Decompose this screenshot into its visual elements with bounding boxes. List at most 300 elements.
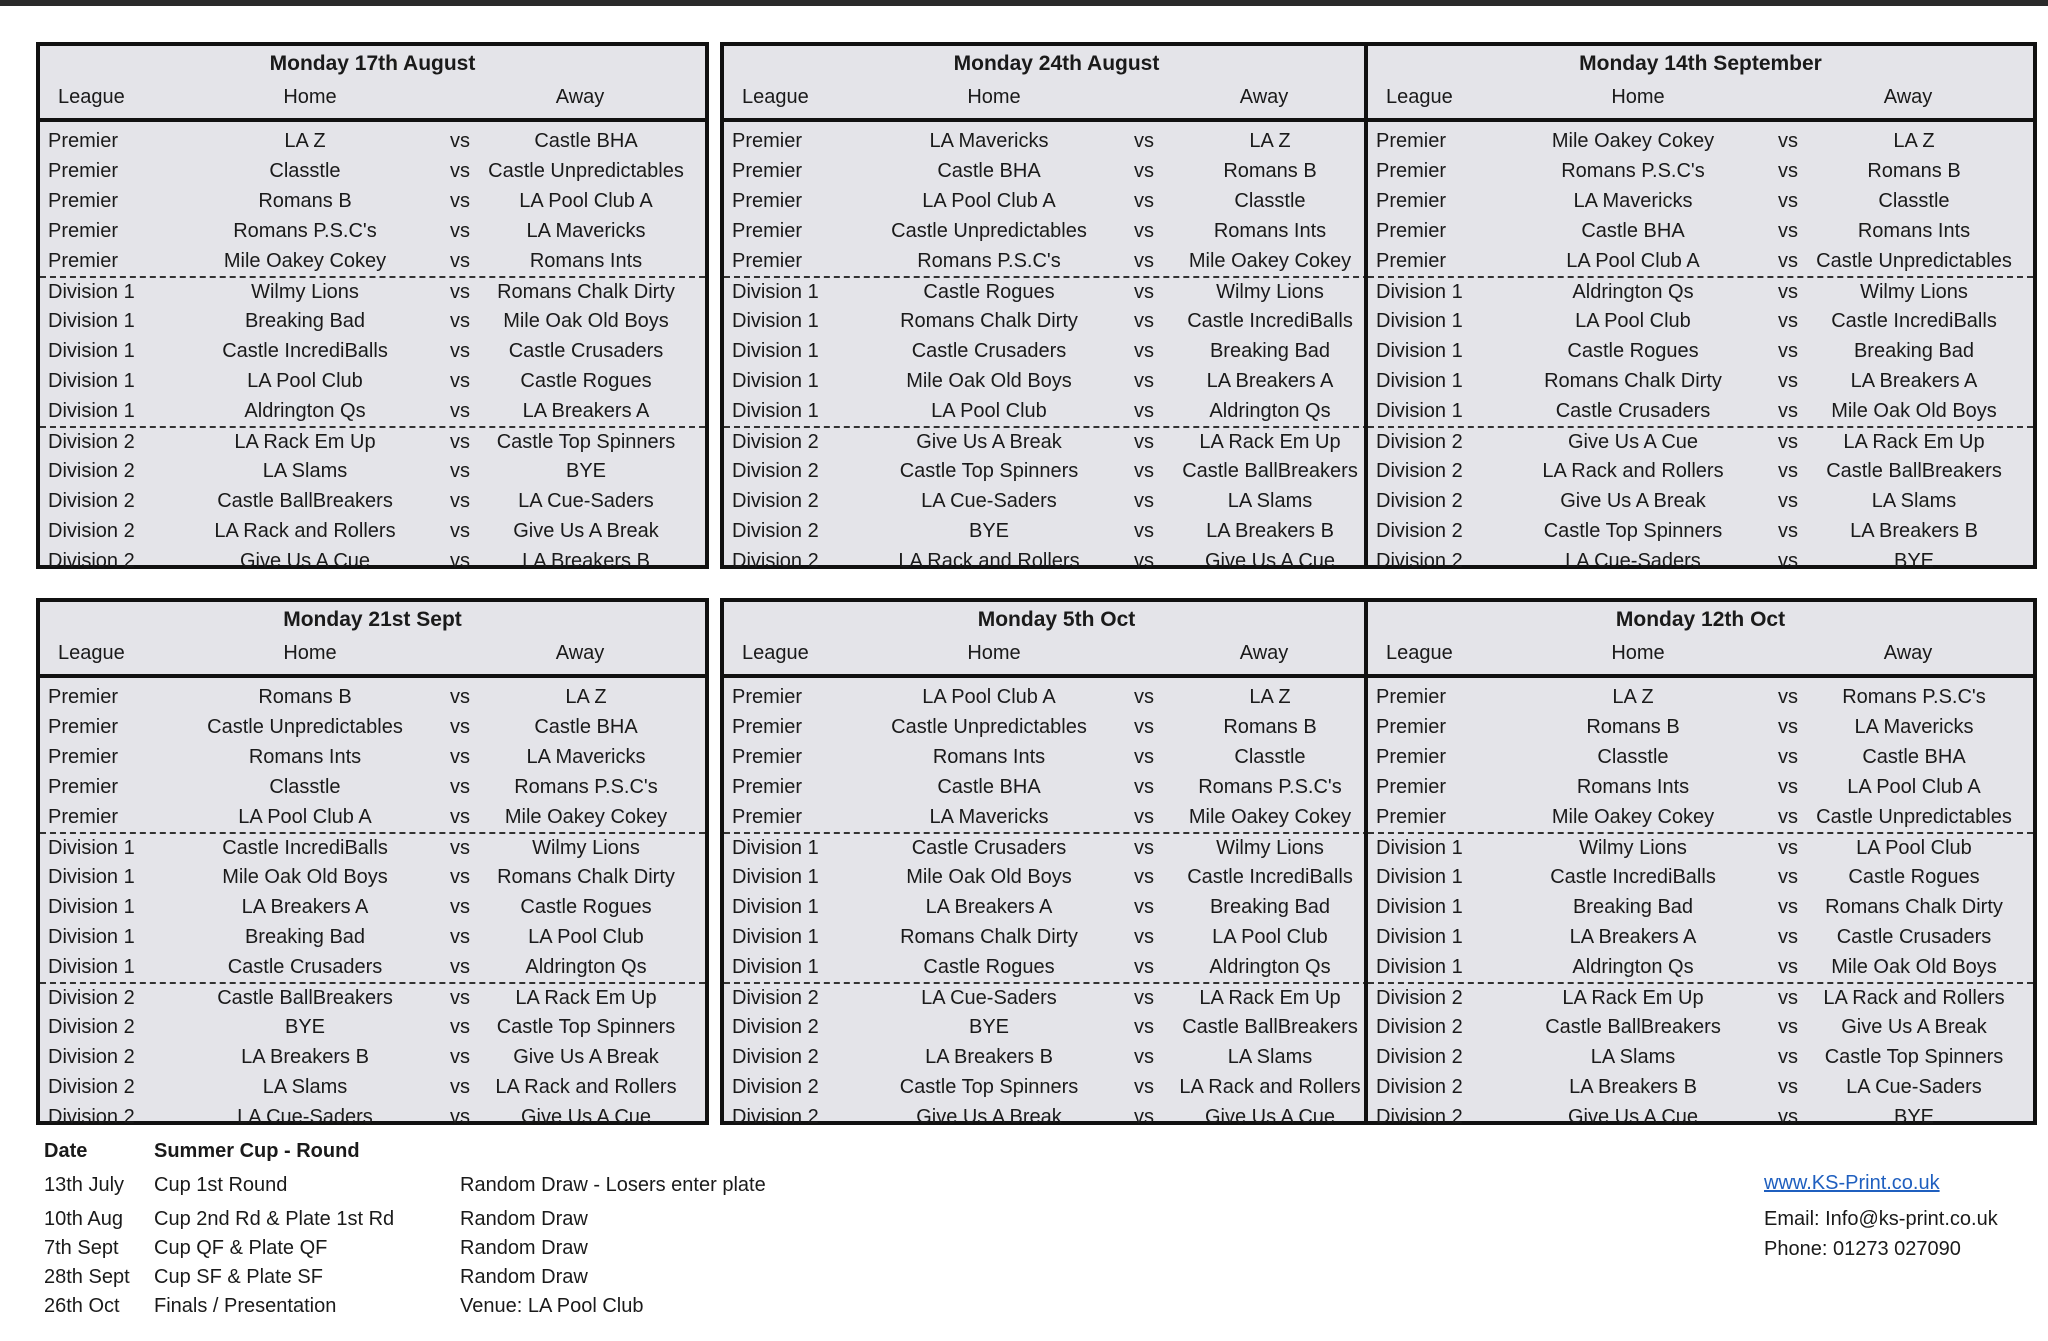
fixture-row <box>1368 1102 2033 1132</box>
fixture-date: Monday 5th Oct <box>977 608 1136 631</box>
fixture-home-team: Classtle <box>269 776 341 798</box>
cup-round: Cup SF & Plate SF <box>154 1266 323 1288</box>
fixture-away-team: LA Rack Em Up <box>1199 987 1341 1009</box>
fixture-box-header <box>40 602 705 678</box>
fixture-league: Premier <box>48 190 119 212</box>
fixture-home-team: Romans Chalk Dirty <box>900 310 1078 332</box>
fixture-row <box>1368 772 2033 802</box>
fixture-league: Division 1 <box>1376 310 1463 332</box>
fixture-vs: vs <box>1134 400 1154 422</box>
fixture-league: Division 1 <box>1376 926 1463 948</box>
fixture-row <box>40 1072 705 1102</box>
fixture-row <box>40 1042 705 1072</box>
fixture-home-team: BYE <box>968 1016 1010 1038</box>
fixture-home-team: Castle Top Spinners <box>899 460 1079 482</box>
fixture-home-team: LA Mavericks <box>929 806 1049 828</box>
fixture-home-team: Give Us A Break <box>916 431 1062 453</box>
fixture-home-team: Mile Oakey Cokey <box>1551 806 1715 828</box>
fixture-league: Division 2 <box>48 520 135 542</box>
fixture-league: Division 2 <box>732 1076 819 1098</box>
fixture-vs: vs <box>1134 250 1154 272</box>
fixture-vs: vs <box>1778 1016 1798 1038</box>
fixture-home-team: Aldrington Qs <box>1572 956 1694 978</box>
fixture-row <box>724 1072 1389 1102</box>
column-header-home: Home <box>1611 642 1665 664</box>
fixture-home-team: Mile Oak Old Boys <box>906 866 1072 888</box>
fixture-row <box>724 742 1389 772</box>
fixture-home-team: LA Breakers A <box>241 896 369 918</box>
fixture-away-team: Castle Unpredictables <box>488 160 684 182</box>
fixture-away-team: Castle BallBreakers <box>1182 1016 1358 1038</box>
fixture-home-team: Romans Ints <box>932 746 1046 768</box>
fixture-league: Division 1 <box>732 896 819 918</box>
fixture-away-team: Castle BHA <box>534 130 638 152</box>
fixture-vs: vs <box>450 520 470 542</box>
fixture-vs: vs <box>1134 926 1154 948</box>
fixture-box <box>720 42 1393 572</box>
fixture-away-team: Mile Oak Old Boys <box>503 310 669 332</box>
fixture-vs: vs <box>450 250 470 272</box>
fixture-vs: vs <box>450 1106 470 1128</box>
fixture-away-team: BYE <box>1893 550 1935 572</box>
fixture-league: Division 1 <box>1376 956 1463 978</box>
fixture-away-team: LA Rack Em Up <box>515 987 657 1009</box>
fixture-away-team: Romans Chalk Dirty <box>497 866 675 888</box>
fixture-home-team: Give Us A Cue <box>239 550 371 572</box>
fixture-rows <box>40 122 705 576</box>
column-header-home: Home <box>283 642 337 664</box>
fixture-vs: vs <box>1778 956 1798 978</box>
cup-draw: Random Draw <box>460 1208 588 1230</box>
fixture-home-team: Mile Oakey Cokey <box>223 250 387 272</box>
fixture-home-team: Castle Rogues <box>923 281 1055 303</box>
column-header-away: Away <box>1239 86 1289 108</box>
fixture-home-team: Castle Unpredictables <box>891 716 1087 738</box>
column-header-league: League <box>1386 642 1453 664</box>
fixture-home-team: LA Cue-Saders <box>237 1106 373 1128</box>
fixture-home-team: Castle Unpredictables <box>207 716 403 738</box>
fixture-league: Division 1 <box>48 310 135 332</box>
fixture-row <box>1368 952 2033 982</box>
fixture-away-team: Romans Ints <box>1213 220 1327 242</box>
fixture-away-team: Mile Oak Old Boys <box>1831 400 1997 422</box>
fixture-away-team: LA Z <box>1249 130 1291 152</box>
fixture-away-team: Wilmy Lions <box>1216 281 1324 303</box>
fixture-row <box>1368 712 2033 742</box>
fixture-row <box>40 456 705 486</box>
fixture-row <box>724 982 1389 1012</box>
fixture-vs: vs <box>1778 520 1798 542</box>
fixture-league: Division 1 <box>48 926 135 948</box>
fixture-home-team: Classtle <box>269 160 341 182</box>
fixture-vs: vs <box>1778 550 1798 572</box>
fixture-away-team: LA Breakers A <box>1850 370 1978 392</box>
fixture-away-team: Castle Top Spinners <box>1824 1046 2004 1068</box>
fixture-away-team: LA Rack and Rollers <box>1823 987 2005 1009</box>
fixture-rows <box>724 122 1389 576</box>
fixture-league: Division 1 <box>732 400 819 422</box>
fixture-away-team: LA Z <box>1249 686 1291 708</box>
fixture-away-team: LA Breakers B <box>1850 520 1978 542</box>
fixture-box <box>36 42 709 572</box>
fixture-away-team: LA Mavericks <box>526 220 646 242</box>
fixture-away-team: LA Z <box>565 686 607 708</box>
fixture-away-team: LA Z <box>1893 130 1935 152</box>
fixture-league: Premier <box>732 686 803 708</box>
fixture-vs: vs <box>1778 400 1798 422</box>
fixture-vs: vs <box>1134 130 1154 152</box>
fixture-home-team: Romans P.S.C's <box>917 250 1061 272</box>
fixture-away-team: Romans Chalk Dirty <box>1825 896 2003 918</box>
fixture-league: Division 1 <box>1376 837 1463 859</box>
fixture-vs: vs <box>450 866 470 888</box>
fixture-vs: vs <box>1778 190 1798 212</box>
fixture-row <box>1368 426 2033 456</box>
fixture-home-team: Classtle <box>1597 746 1669 768</box>
fixture-home-team: Castle Rogues <box>923 956 1055 978</box>
fixture-home-team: LA Slams <box>262 1076 348 1098</box>
column-header-away: Away <box>1239 642 1289 664</box>
fixture-row <box>724 832 1389 862</box>
fixture-league: Division 2 <box>732 490 819 512</box>
fixture-row <box>724 306 1389 336</box>
fixture-vs: vs <box>1778 490 1798 512</box>
fixture-row <box>724 892 1389 922</box>
column-header-home: Home <box>1611 86 1665 108</box>
fixture-away-team: Mile Oakey Cokey <box>1188 806 1352 828</box>
fixture-vs: vs <box>450 716 470 738</box>
fixture-away-team: Castle Rogues <box>1848 866 1980 888</box>
cup-draw: Venue: LA Pool Club <box>460 1295 644 1317</box>
fixture-league: Premier <box>1376 250 1447 272</box>
fixture-vs: vs <box>1778 1076 1798 1098</box>
fixture-home-team: LA Cue-Saders <box>921 490 1057 512</box>
fixture-vs: vs <box>1134 1046 1154 1068</box>
fixture-home-team: Mile Oak Old Boys <box>222 866 388 888</box>
fixture-row <box>724 712 1389 742</box>
fixture-row <box>724 426 1389 456</box>
fixture-league: Division 2 <box>48 490 135 512</box>
column-header-league: League <box>742 86 809 108</box>
fixture-row <box>1368 892 2033 922</box>
fixture-row <box>724 1012 1389 1042</box>
fixture-box-header <box>1368 46 2033 122</box>
fixture-league: Division 1 <box>732 340 819 362</box>
fixture-league: Division 1 <box>48 956 135 978</box>
fixture-league: Division 2 <box>1376 431 1463 453</box>
fixture-row <box>40 366 705 396</box>
fixture-away-team: LA Pool Club <box>1212 926 1328 948</box>
fixture-row <box>40 712 705 742</box>
fixture-away-team: Romans Ints <box>1857 220 1971 242</box>
fixture-league: Premier <box>732 190 803 212</box>
fixture-home-team: Romans Chalk Dirty <box>1544 370 1722 392</box>
fixture-away-team: Castle BallBreakers <box>1826 460 2002 482</box>
fixture-away-team: Wilmy Lions <box>1216 837 1324 859</box>
fixture-league: Division 2 <box>1376 1106 1463 1128</box>
fixture-home-team: Castle Crusaders <box>911 837 1067 859</box>
fixture-vs: vs <box>450 400 470 422</box>
fixture-row <box>40 336 705 366</box>
fixture-league: Division 2 <box>1376 550 1463 572</box>
fixture-home-team: LA Mavericks <box>1573 190 1693 212</box>
fixture-row <box>724 862 1389 892</box>
cup-draw: Random Draw <box>460 1266 588 1288</box>
fixture-league: Division 2 <box>1376 460 1463 482</box>
fixture-row <box>40 546 705 576</box>
fixture-home-team: LA Pool Club A <box>922 190 1056 212</box>
cup-date: 10th Aug <box>44 1208 123 1230</box>
fixture-home-team: Romans Chalk Dirty <box>900 926 1078 948</box>
fixture-home-team: Castle Crusaders <box>227 956 383 978</box>
fixture-row <box>1368 832 2033 862</box>
fixture-league: Division 1 <box>48 340 135 362</box>
cup-round: Cup QF & Plate QF <box>154 1237 328 1259</box>
fixture-home-team: Give Us A Break <box>916 1106 1062 1128</box>
fixture-league: Premier <box>48 250 119 272</box>
fixture-league: Division 2 <box>732 460 819 482</box>
fixture-box-header <box>724 46 1389 122</box>
fixture-row <box>1368 396 2033 426</box>
column-header-away: Away <box>1883 642 1933 664</box>
fixture-row <box>40 246 705 276</box>
fixture-date: Monday 24th August <box>953 52 1160 75</box>
fixture-row <box>40 952 705 982</box>
fixture-away-team: LA Slams <box>1871 490 1957 512</box>
fixture-home-team: LA Breakers B <box>241 1046 369 1068</box>
fixture-away-team: Romans B <box>1867 160 1961 182</box>
fixture-league: Division 1 <box>1376 281 1463 303</box>
fixture-away-team: Give Us A Cue <box>1204 1106 1336 1128</box>
fixture-vs: vs <box>1134 220 1154 242</box>
fixture-home-team: Castle Crusaders <box>1555 400 1711 422</box>
fixture-row <box>40 862 705 892</box>
fixture-date: Monday 14th September <box>1579 52 1822 75</box>
fixture-home-team: Breaking Bad <box>1572 896 1694 918</box>
fixture-row <box>40 922 705 952</box>
fixture-vs: vs <box>1134 431 1154 453</box>
fixture-vs: vs <box>1134 460 1154 482</box>
fixture-away-team: LA Pool Club A <box>1847 776 1981 798</box>
fixture-league: Division 1 <box>1376 340 1463 362</box>
fixture-vs: vs <box>450 776 470 798</box>
fixture-row <box>724 126 1389 156</box>
fixture-away-team: Castle BHA <box>1862 746 1966 768</box>
fixture-away-team: LA Pool Club <box>1856 837 1972 859</box>
fixture-row <box>1368 1012 2033 1042</box>
fixture-vs: vs <box>1134 520 1154 542</box>
fixture-league: Division 1 <box>732 370 819 392</box>
fixture-away-team: Castle Crusaders <box>1836 926 1992 948</box>
fixture-away-team: Castle Crusaders <box>508 340 664 362</box>
fixture-league: Division 2 <box>732 1046 819 1068</box>
fixture-league: Division 2 <box>48 431 135 453</box>
fixture-league: Premier <box>1376 806 1447 828</box>
fixture-home-team: Romans P.S.C's <box>1561 160 1705 182</box>
fixture-vs: vs <box>1778 1046 1798 1068</box>
fixture-box-header <box>724 602 1389 678</box>
fixture-league: Division 2 <box>732 987 819 1009</box>
fixture-away-team: Castle IncrediBalls <box>1831 310 1997 332</box>
fixture-away-team: LA Mavericks <box>526 746 646 768</box>
fixture-league: Premier <box>732 250 803 272</box>
fixture-vs: vs <box>450 806 470 828</box>
fixture-vs: vs <box>450 926 470 948</box>
fixture-vs: vs <box>450 686 470 708</box>
fixture-vs: vs <box>1778 431 1798 453</box>
fixture-box <box>720 598 1393 1128</box>
fixture-away-team: LA Rack Em Up <box>1843 431 1985 453</box>
fixture-rows <box>40 678 705 1132</box>
fixture-vs: vs <box>1778 987 1798 1009</box>
cup-draw: Random Draw <box>460 1237 588 1259</box>
fixture-row <box>40 682 705 712</box>
fixture-away-team: Castle IncrediBalls <box>1187 866 1353 888</box>
fixture-away-team: Castle Rogues <box>520 896 652 918</box>
fixture-vs: vs <box>1134 1076 1154 1098</box>
fixture-vs: vs <box>1134 281 1154 303</box>
fixture-away-team: LA Breakers B <box>522 550 650 572</box>
fixture-row <box>1368 742 2033 772</box>
fixture-row <box>1368 306 2033 336</box>
fixture-away-team: Give Us A Break <box>1841 1016 1987 1038</box>
fixture-vs: vs <box>450 130 470 152</box>
fixture-home-team: LA Cue-Saders <box>1565 550 1701 572</box>
fixture-league: Premier <box>732 716 803 738</box>
fixture-home-team: Romans Ints <box>248 746 362 768</box>
fixture-league: Division 1 <box>48 370 135 392</box>
fixture-home-team: Romans P.S.C's <box>233 220 377 242</box>
fixture-home-team: Romans Ints <box>1576 776 1690 798</box>
fixture-vs: vs <box>1778 281 1798 303</box>
fixture-row <box>724 486 1389 516</box>
fixture-vs: vs <box>1778 837 1798 859</box>
fixture-row <box>40 772 705 802</box>
fixture-away-team: LA Rack and Rollers <box>495 1076 677 1098</box>
fixture-away-team: LA Slams <box>1227 1046 1313 1068</box>
fixture-league: Division 2 <box>48 550 135 572</box>
fixture-home-team: Breaking Bad <box>244 310 366 332</box>
fixture-home-team: LA Breakers B <box>925 1046 1053 1068</box>
fixture-home-team: BYE <box>284 1016 326 1038</box>
fixture-vs: vs <box>1778 370 1798 392</box>
fixture-row <box>40 276 705 306</box>
fixture-row <box>40 1102 705 1132</box>
fixture-league: Division 2 <box>1376 1016 1463 1038</box>
cup-date: 7th Sept <box>44 1237 119 1259</box>
fixture-vs: vs <box>1134 746 1154 768</box>
fixture-vs: vs <box>1778 310 1798 332</box>
fixture-league: Division 2 <box>1376 1046 1463 1068</box>
fixture-row <box>1368 186 2033 216</box>
fixture-league: Division 1 <box>732 956 819 978</box>
cup-date: 28th Sept <box>44 1266 130 1288</box>
fixture-league: Division 2 <box>48 987 135 1009</box>
fixture-league: Division 2 <box>48 1076 135 1098</box>
fixture-away-team: Romans P.S.C's <box>514 776 658 798</box>
fixture-league: Division 2 <box>732 1016 819 1038</box>
fixture-row <box>1368 1042 2033 1072</box>
column-header-away: Away <box>555 642 605 664</box>
fixture-league: Division 1 <box>1376 400 1463 422</box>
fixture-home-team: LA Pool Club A <box>922 686 1056 708</box>
fixture-away-team: LA Pool Club <box>528 926 644 948</box>
fixture-league: Premier <box>48 160 119 182</box>
fixture-box <box>1364 598 2037 1128</box>
fixture-vs: vs <box>1134 776 1154 798</box>
fixture-home-team: LA Z <box>1612 686 1654 708</box>
website-link[interactable]: www.KS-Print.co.uk <box>1764 1172 1940 1194</box>
fixture-away-team: Classtle <box>1234 190 1306 212</box>
fixture-row <box>1368 802 2033 832</box>
fixture-vs: vs <box>1778 686 1798 708</box>
fixture-vs: vs <box>1778 340 1798 362</box>
fixture-away-team: LA Rack Em Up <box>1199 431 1341 453</box>
fixture-league: Premier <box>48 806 119 828</box>
fixture-away-team: Castle Top Spinners <box>496 1016 676 1038</box>
fixture-row <box>1368 516 2033 546</box>
fixture-vs: vs <box>1134 1106 1154 1128</box>
fixture-row <box>40 1012 705 1042</box>
fixture-vs: vs <box>1134 686 1154 708</box>
fixture-away-team: BYE <box>565 460 607 482</box>
fixture-home-team: LA Mavericks <box>929 130 1049 152</box>
fixture-away-team: LA Cue-Saders <box>518 490 654 512</box>
fixture-row <box>724 216 1389 246</box>
fixture-date: Monday 17th August <box>269 52 476 75</box>
fixture-league: Premier <box>1376 160 1447 182</box>
fixture-home-team: Castle Top Spinners <box>1543 520 1723 542</box>
fixture-home-team: LA Rack and Rollers <box>214 520 396 542</box>
fixture-row <box>1368 862 2033 892</box>
fixture-away-team: Mile Oakey Cokey <box>1188 250 1352 272</box>
email-text: Email: Info@ks-print.co.uk <box>1764 1208 1998 1230</box>
fixture-vs: vs <box>1134 837 1154 859</box>
fixture-away-team: Romans P.S.C's <box>1198 776 1342 798</box>
fixture-row <box>1368 336 2033 366</box>
fixture-away-team: Breaking Bad <box>1209 896 1331 918</box>
fixture-vs: vs <box>450 987 470 1009</box>
fixture-vs: vs <box>450 1046 470 1068</box>
fixture-home-team: Give Us A Cue <box>1567 431 1699 453</box>
cup-round: Cup 2nd Rd & Plate 1st Rd <box>154 1208 395 1230</box>
fixture-vs: vs <box>450 1016 470 1038</box>
fixture-vs: vs <box>450 370 470 392</box>
fixture-league: Premier <box>1376 716 1447 738</box>
fixture-row <box>724 546 1389 576</box>
fixture-vs: vs <box>450 431 470 453</box>
fixture-league: Division 1 <box>732 866 819 888</box>
fixture-row <box>1368 682 2033 712</box>
cup-date: 13th July <box>44 1174 125 1196</box>
fixture-home-team: Romans B <box>258 190 352 212</box>
fixture-home-team: LA Pool Club A <box>1566 250 1700 272</box>
fixture-away-team: Castle Top Spinners <box>496 431 676 453</box>
fixture-away-team: LA Pool Club A <box>519 190 653 212</box>
fixture-league: Premier <box>732 220 803 242</box>
fixture-league: Division 1 <box>1376 866 1463 888</box>
fixture-vs: vs <box>1778 1106 1798 1128</box>
fixture-row <box>40 802 705 832</box>
fixture-vs: vs <box>1778 746 1798 768</box>
fixture-away-team: Wilmy Lions <box>532 837 640 859</box>
fixture-row <box>724 156 1389 186</box>
fixture-home-team: LA Breakers A <box>1569 926 1697 948</box>
fixture-home-team: LA Cue-Saders <box>921 987 1057 1009</box>
fixture-away-team: Castle BHA <box>534 716 638 738</box>
fixture-home-team: LA Pool Club <box>247 370 363 392</box>
fixture-row <box>40 216 705 246</box>
